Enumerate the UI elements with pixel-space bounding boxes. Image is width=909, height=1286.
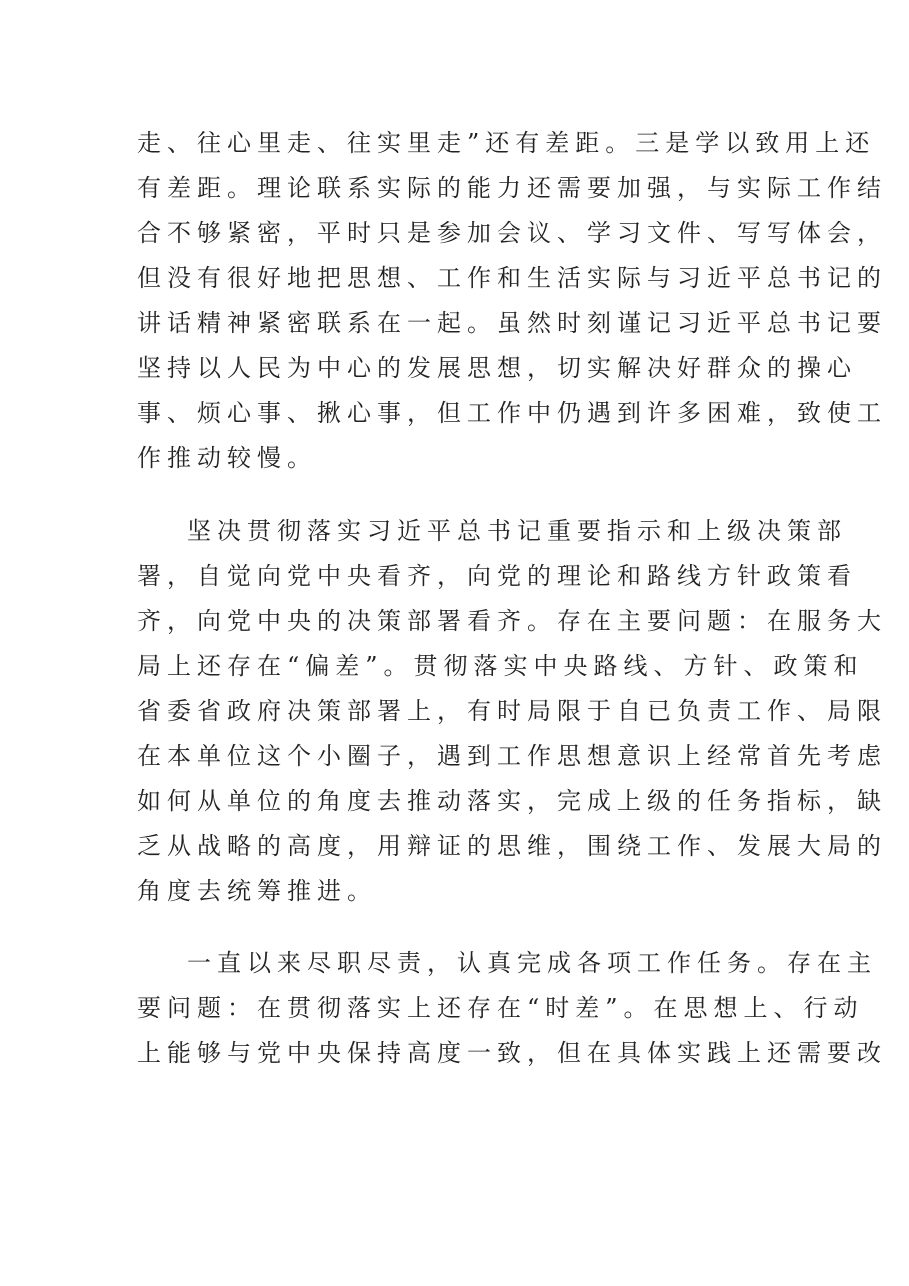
paragraph-line: 坚持以人民为中心的发展思想，切实解决好群众的操心 [137, 354, 857, 382]
paragraph-line: 齐，向党中央的决策部署看齐。存在主要问题：在服务大 [137, 607, 887, 635]
paragraph-line: 要问题：在贯彻落实上还存在“时差”。在思想上、行动 [137, 994, 864, 1022]
paragraph-line: 如何从单位的角度去推动落实，完成上级的任务指标，缺 [137, 787, 887, 815]
paragraph-line: 合不够紧密，平时只是参加会议、学习文件、写写体会， [137, 219, 887, 247]
paragraph-line: 在本单位这个小圈子，遇到工作思想意识上经常首先考虑 [137, 742, 887, 770]
paragraph-line: 坚决贯彻落实习近平总书记重要指示和上级决策部 [187, 517, 847, 545]
paragraph-line: 有差距。理论联系实际的能力还需要加强，与实际工作结 [137, 174, 887, 202]
paragraph-line: 事、烦心事、揪心事，但工作中仍遇到许多困难，致使工 [137, 399, 887, 427]
paragraph-line: 署，自觉向党中央看齐，向党的理论和路线方针政策看 [137, 562, 857, 590]
paragraph-2 [137, 509, 887, 914]
paragraph-3 [137, 941, 887, 1076]
paragraph-line: 讲话精神紧密联系在一起。虽然时刻谨记习近平总书记要 [137, 309, 887, 337]
paragraph-1 [137, 121, 887, 481]
paragraph-line: 但没有很好地把思想、工作和生活实际与习近平总书记的 [137, 264, 887, 292]
paragraph-line: 一直以来尽职尽责，认真完成各项工作任务。存在主 [187, 949, 877, 977]
document-body [137, 121, 887, 1076]
paragraph-line: 走、往心里走、往实里走”还有差距。三是学以致用上还 [137, 129, 876, 157]
paragraph-line: 角度去统筹推进。 [137, 877, 377, 905]
paragraph-line: 乏从战略的高度，用辩证的思维，围绕工作、发展大局的 [137, 832, 887, 860]
paragraph-line: 作推动较慢。 [137, 444, 317, 472]
paragraph-line: 上能够与党中央保持高度一致，但在具体实践上还需要改 [137, 1039, 887, 1067]
paragraph-line: 局上还存在“偏差”。贯彻落实中央路线、方针、政策和 [137, 652, 864, 680]
paragraph-line: 省委省政府决策部署上，有时局限于自已负责工作、局限 [137, 697, 887, 725]
